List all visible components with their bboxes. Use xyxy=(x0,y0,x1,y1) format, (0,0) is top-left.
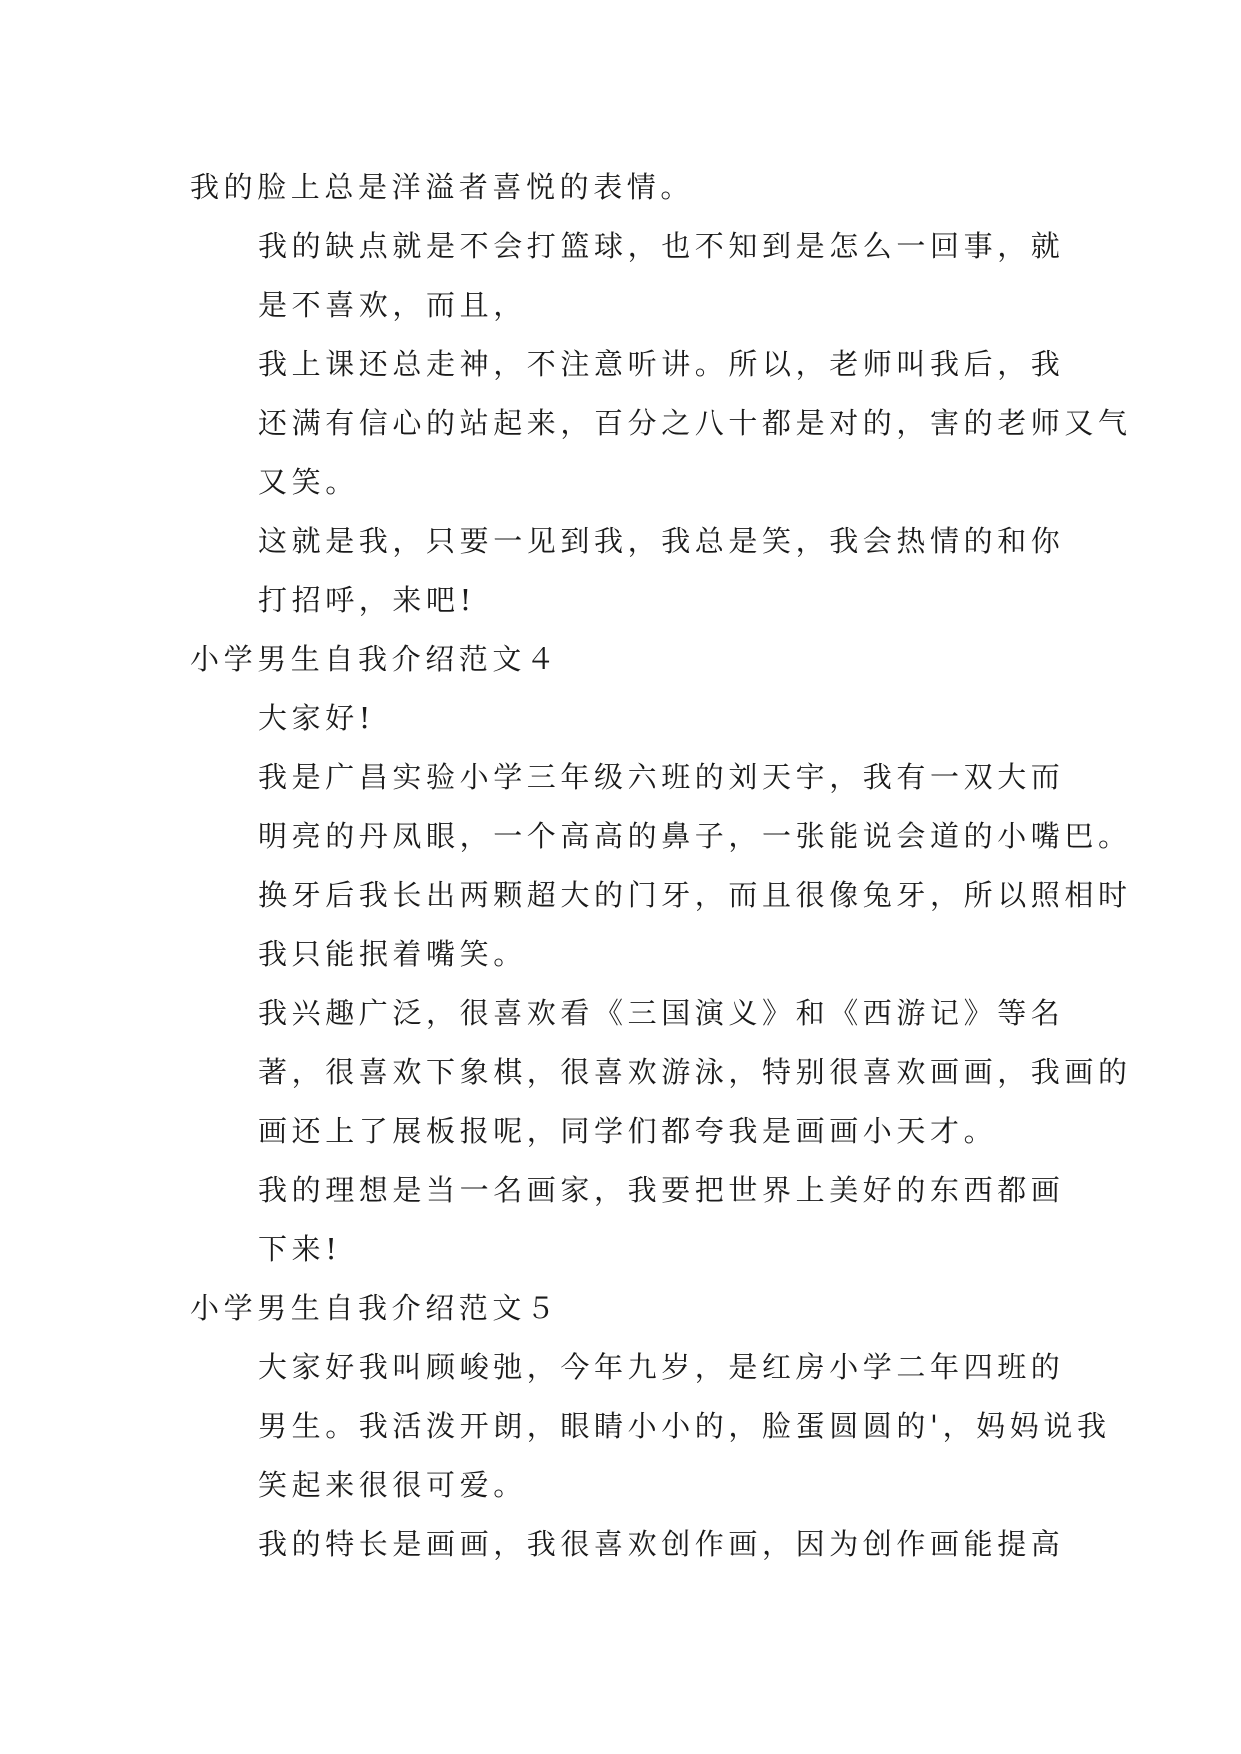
text-line: 我上课还总走神，不注意听讲。所以，老师叫我后，我 xyxy=(258,347,1065,381)
text-line: 我是广昌实验小学三年级六班的刘天宇，我有一双大而 xyxy=(258,760,1065,794)
document-page xyxy=(190,158,1132,1574)
text-line: 这就是我，只要一见到我，我总是笑，我会热情的和你 xyxy=(258,524,1065,558)
section-heading xyxy=(190,1279,1060,1338)
paragraph xyxy=(190,217,1065,335)
text-line: 我只能抿着嘴笑。 xyxy=(258,937,527,971)
text-line: 我的特长是画画，我很喜欢创作画，因为创作画能提高 xyxy=(258,1527,1065,1561)
section-heading xyxy=(190,630,1060,689)
paragraph xyxy=(190,1515,1065,1574)
text-line: 著，很喜欢下象棋，很喜欢游泳，特别很喜欢画画，我画的 xyxy=(258,1055,1132,1089)
text-line: 打招呼，来吧! xyxy=(258,583,476,617)
paragraph xyxy=(190,158,1060,217)
paragraph xyxy=(190,984,1132,1161)
paragraph xyxy=(190,748,1132,984)
paragraph xyxy=(190,689,1060,748)
text-line: 笑起来很很可爱。 xyxy=(258,1468,527,1502)
text-line: 我兴趣广泛，很喜欢看《三国演义》和《西游记》等名 xyxy=(258,996,1065,1030)
text-line: 下来! xyxy=(258,1232,342,1266)
text-line: 又笑。 xyxy=(258,465,359,499)
text-line: 小学男生自我介绍范文４ xyxy=(190,642,560,676)
text-line: 是不喜欢，而且， xyxy=(258,288,527,322)
text-line: 我的脸上总是洋溢者喜悦的表情。 xyxy=(190,170,695,204)
text-line: 我的理想是当一名画家，我要把世界上美好的东西都画 xyxy=(258,1173,1065,1207)
paragraph xyxy=(190,1161,1065,1279)
text-line: 还满有信心的站起来，百分之八十都是对的，害的老师又气 xyxy=(258,406,1132,440)
text-line: 画还上了展板报呢，同学们都夸我是画画小天才。 xyxy=(258,1114,998,1148)
paragraph xyxy=(190,512,1065,630)
text-line: 小学男生自我介绍范文５ xyxy=(190,1291,560,1325)
text-line: 明亮的丹凤眼，一个高高的鼻子，一张能说会道的小嘴巴。 xyxy=(258,819,1132,853)
text-line: 我的缺点就是不会打篮球，也不知到是怎么一回事，就 xyxy=(258,229,1065,263)
paragraph xyxy=(190,335,1132,512)
text-line: 大家好! xyxy=(258,701,376,735)
text-line: 换牙后我长出两颗超大的门牙，而且很像兔牙，所以照相时 xyxy=(258,878,1132,912)
document-body xyxy=(190,158,1132,1574)
paragraph xyxy=(190,1338,1111,1515)
text-line: 男生。我活泼开朗，眼睛小小的，脸蛋圆圆的'，妈妈说我 xyxy=(258,1409,1111,1443)
text-line: 大家好我叫顾峻弛，今年九岁，是红房小学二年四班的 xyxy=(258,1350,1065,1384)
